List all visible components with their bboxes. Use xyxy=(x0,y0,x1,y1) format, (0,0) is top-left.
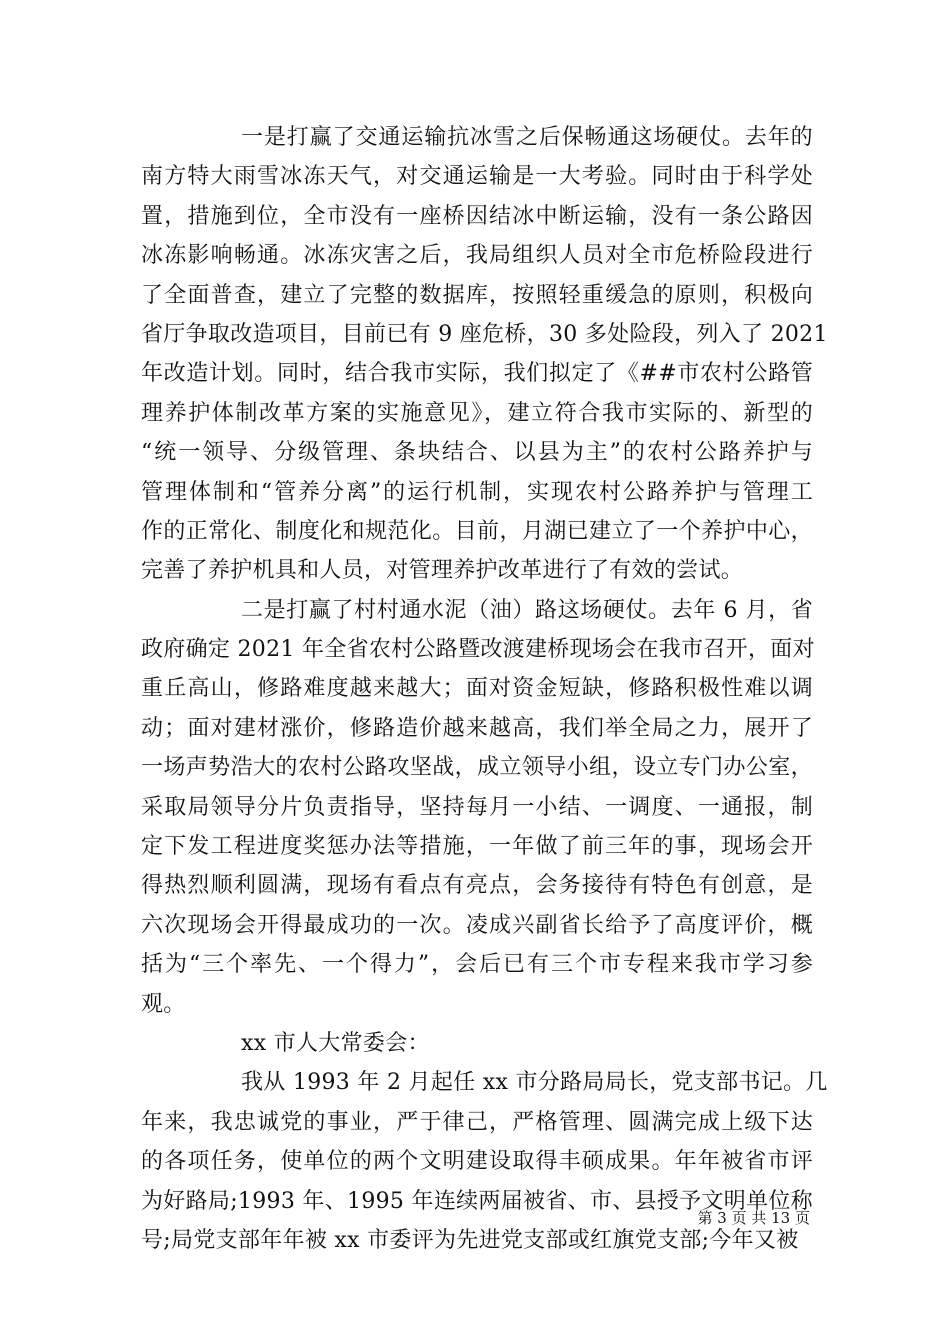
paragraph-line: 年改造计划。同时，结合我市实际，我们拟定了《##市农村公路管 xyxy=(141,361,813,387)
paragraph-line: 六次现场会开得最成功的一次。凌成兴副省长给予了高度评价，概 xyxy=(141,912,813,938)
page-number-footer: 第 3 页 共 13 页 xyxy=(697,1209,810,1227)
paragraph-line: 一场声势浩大的农村公路攻坚战，成立领导小组，设立专门办公室， xyxy=(141,755,813,781)
paragraph xyxy=(141,1024,813,1063)
paragraph-line: 的各项任务，使单位的两个文明建设取得丰硕成果。年年被省市评 xyxy=(141,1149,813,1175)
paragraph-first-line: xx 市人大常委会： xyxy=(241,1030,430,1056)
paragraph-line: 冰冻影响畅通。冰冻灾害之后，我局组织人员对全市危桥险段进行 xyxy=(141,243,813,269)
paragraph-line: 采取局领导分片负责指导，坚持每月一小结、一调度、一通报，制 xyxy=(141,794,813,820)
paragraph-first-line: 我从 1993 年 2 月起任 xx 市分路局局长，党支部书记。几 xyxy=(241,1070,828,1096)
paragraph-line: 得热烈顺利圆满，现场有看点有亮点，会务接待有特色有创意，是 xyxy=(141,873,813,899)
paragraph-first-line: 一是打赢了交通运输抗冰雪之后保畅通这场硬仗。去年的 xyxy=(241,125,813,150)
paragraph-line: 政府确定 2021 年全省农村公路暨改渡建桥现场会在我市召开，面对 xyxy=(141,637,815,663)
paragraph-line: 置，措施到位，全市没有一座桥因结冰中断运输，没有一条公路因 xyxy=(141,203,813,229)
paragraph-line: 年来，我忠诚党的事业，严于律己，严格管理、圆满完成上级下达 xyxy=(141,1109,813,1135)
paragraph-line: 了全面普查，建立了完整的数据库，按照轻重缓急的原则，积极向 xyxy=(141,282,813,308)
paragraph-line: 完善了养护机具和人员，对管理养护改革进行了有效的尝试。 xyxy=(141,558,744,584)
paragraph xyxy=(141,118,828,591)
paragraph-line: 理养护体制改革方案的实施意见》，建立符合我市实际的、新型的 xyxy=(141,400,813,426)
paragraph-line: 为好路局;1993 年、1995 年连续两届被省、市、县授予文明单位称 xyxy=(141,1188,813,1214)
paragraph-line: 南方特大雨雪冰冻天气，对交通运输是一大考验。同时由于科学处 xyxy=(141,164,813,190)
paragraph-first-line: 二是打赢了村村通水泥（油）路这场硬仗。去年 6 月，省 xyxy=(241,597,813,623)
paragraph xyxy=(141,591,813,1024)
paragraph-line: 重丘高山，修路难度越来越大；面对资金短缺，修路积极性难以调 xyxy=(141,676,813,702)
paragraph-line: 管理体制和“管养分离”的运行机制，实现农村公路养护与管理工 xyxy=(141,479,813,505)
paragraph-line: 观。 xyxy=(141,991,186,1017)
paragraph-line: “统一领导、分级管理、条块结合、以县为主”的农村公路养护与 xyxy=(141,440,813,466)
paragraph xyxy=(141,1063,828,1260)
paragraph-line: 括为“三个率先、一个得力”，会后已有三个市专程来我市学习参 xyxy=(141,952,813,978)
document-body xyxy=(141,118,828,1260)
paragraph-line: 号;局党支部年年被 xx 市委评为先进党支部或红旗党支部;今年又被 xyxy=(141,1227,799,1253)
paragraph-line: 作的正常化、制度化和规范化。目前，月湖已建立了一个养护中心， xyxy=(141,518,813,544)
paragraph-line: 省厅争取改造项目，目前已有 9 座危桥，30 多处险段，列入了 2021 xyxy=(141,321,828,347)
paragraph-line: 定下发工程进度奖惩办法等措施，一年做了前三年的事，现场会开 xyxy=(141,834,813,860)
paragraph-line: 动；面对建材涨价，修路造价越来越高，我们举全局之力，展开了 xyxy=(141,715,813,741)
